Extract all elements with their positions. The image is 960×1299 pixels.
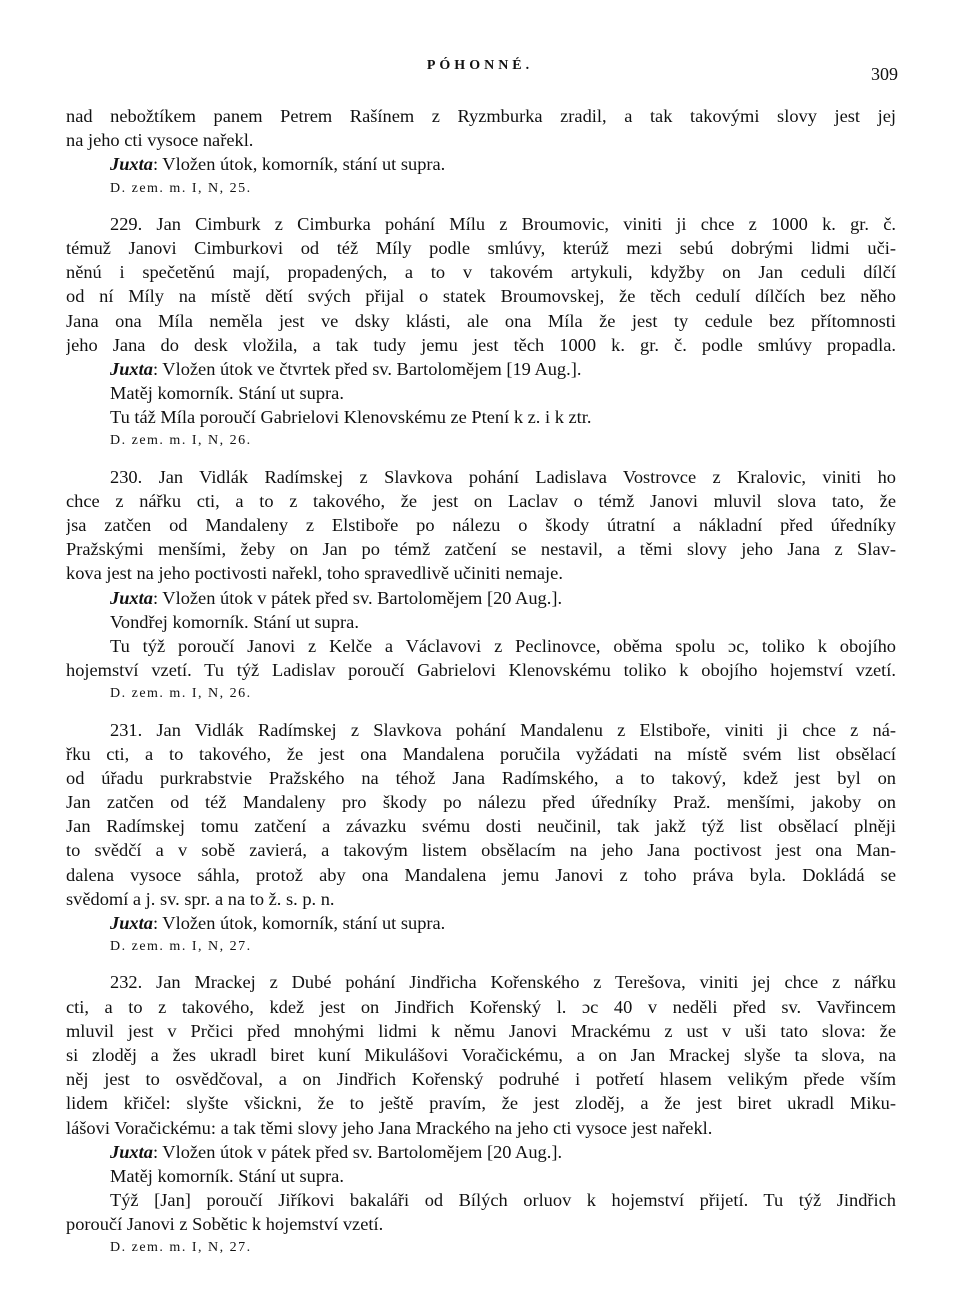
line-text: na jeho cti vysoce nařekl.	[66, 130, 254, 151]
line-text: Jana ona Míla neměla jest ve dsky klásti, ale ona Míla že jest ty cedule bez přítomnosti	[66, 310, 896, 331]
line-text: svědomí a j. sv. spr. a na to ž. s. p. n.	[66, 888, 335, 909]
line-text: jsa zatčen od Mandaleny z Elstiboře po nálezu o škody útratní a nákladní před úředníky	[66, 515, 896, 535]
line-text: něj jest to osvědčoval, a on Jindřich Kořenský podruhé i potřetí hlasem velikým přede vším	[66, 1069, 896, 1090]
juxta-line	[66, 152, 896, 176]
line-text: Vondřej komorník. Stání ut supra.	[110, 611, 359, 632]
text-line	[66, 465, 896, 489]
text-line	[66, 260, 896, 284]
juxta-line	[66, 911, 896, 935]
text-line	[66, 309, 896, 333]
source-reference: D. zem. m. I, N, 27.	[110, 1240, 252, 1256]
entry-gap	[66, 959, 896, 970]
text-line	[66, 1164, 896, 1188]
line-text: to svědčí a v sobě zavierá, a takovým listem obsělacím na jeho Jana poctivost jest ona Man-	[66, 840, 896, 861]
text-line	[66, 1091, 896, 1115]
text-line	[66, 838, 896, 862]
line-text: Tu týž poroučí Janovi z Kelče a Václavovi z Peclinovce, oběma spolu ɔc, toliko k obojího	[110, 635, 896, 656]
juxta-label: Juxta	[110, 913, 153, 933]
text-line	[66, 212, 896, 236]
text-line	[66, 634, 896, 658]
line-text: lášovi Voračickému: a tak těmi slovy jeho Jana Mrackého na jeho cti vysoce jest nařekl.	[66, 1117, 713, 1138]
text-line	[66, 104, 896, 128]
text-line	[66, 887, 896, 911]
entry-block	[66, 104, 896, 201]
line-text: 230. Jan Vidlák Radímskej z Slavkova pohání Ladislava Vostrovce z Kralovic, viniti ho	[110, 466, 896, 487]
text-line	[66, 790, 896, 814]
text-line	[66, 658, 896, 682]
line-text: cti, a to z takového, kdež jest on Jindřich Kořenský l. ɔc 40 v neděli před sv. Vavřincem	[66, 996, 896, 1017]
line-text: Matěj komorník. Stání ut supra.	[110, 383, 344, 404]
text-line	[66, 561, 896, 585]
juxta-line	[66, 357, 896, 381]
text-line	[66, 970, 896, 994]
line-text: 231. Jan Vidlák Radímskej z Slavkova pohání Mandalenu z Elstiboře, viniti ji chce z ná-	[110, 719, 896, 740]
line-text: chce z nářku cti, a to z takového, že jest on Laclav o témž Janovi mluvil slova tato, že	[66, 490, 896, 511]
juxta-line	[66, 1140, 896, 1164]
line-text: kova jest na jeho poctivosti nařekl, toho spravedlivě učiniti nemaje.	[66, 563, 563, 584]
entry-gap	[66, 201, 896, 212]
text-line	[66, 236, 896, 260]
line-text: hojemství vzetí. Tu týž Ladislav poroučí Gabrielovi Klenovskému toliko k obojího hojemství vzetí.	[66, 660, 896, 681]
line-text: : Vložen útok, komorník, stání ut supra.	[152, 154, 446, 175]
text-line	[66, 1019, 896, 1043]
line-text: Jan Radímskej tomu zatčení a závazku svému dosti neučinil, tak jakž týž list obsělací plněji	[66, 816, 896, 837]
line-text: Týž [Jan] poroučí Jiříkovi bakaláři od Bílých orluov k hojemství přijetí. Tu týž Jindřich	[110, 1190, 896, 1211]
text-line	[66, 1212, 896, 1236]
entry-block	[66, 465, 896, 707]
line-text: od ní Míly na místě dětí svých přijal o statek Broumovskej, že těch cedulí dílčích bez něho	[66, 286, 896, 307]
text-line	[66, 405, 896, 429]
text-line	[66, 284, 896, 308]
line-text: 232. Jan Mrackej z Dubé pohání Jindřicha Kořenského z Terešova, viniti jej chce z nářku	[110, 972, 896, 993]
line-text: poroučí Janovi z Sobětic k hojemství vzetí.	[66, 1214, 384, 1235]
text-line	[66, 1188, 896, 1212]
juxta-label: Juxta	[110, 587, 153, 608]
juxta-label: Juxta	[110, 1141, 153, 1162]
text-line	[66, 766, 896, 790]
source-reference: D. zem. m. I, N, 26.	[110, 433, 252, 449]
text-line	[66, 381, 896, 405]
text-line	[66, 513, 896, 537]
text-line	[66, 995, 896, 1019]
text-line	[66, 814, 896, 838]
source-reference: D. zem. m. I, N, 26.	[110, 686, 252, 702]
text-line	[66, 1043, 896, 1067]
line-text: Matěj komorník. Stání ut supra.	[110, 1165, 344, 1186]
page-number: 309	[871, 64, 898, 84]
line-text: : Vložen útok ve čtvrtek před sv. Bartolomějem [19 Aug.].	[152, 358, 582, 379]
line-text: něnú i spečetěnú mají, propadených, a to v takovém artykuli, kdyžby on Jan ceduli dílčí	[66, 262, 896, 283]
line-text: dalena vysoce sáhla, protož aby ona Mandalena jemu Janovi z toho práva byla. Dokládá se	[66, 864, 896, 885]
line-text: : Vložen útok v pátek před sv. Bartolomějem [20 Aug.].	[152, 587, 563, 608]
text-line	[66, 128, 896, 152]
text-line	[66, 489, 896, 513]
line-text: řku cti, a to takového, že jest ona Mandalena poručila vyžádati na místě svém list obsělací	[66, 743, 896, 764]
line-text: lidem křičel: slyšte všickni, že to ještě pravím, že jest zloděj, a že jest biret ukradl Miku-	[66, 1093, 896, 1114]
entry-block	[66, 718, 896, 960]
line-text: témuž Janovi Cimburkovi od též Míly podle smlúvy, kterúž mezi sebú dobrými lidmi uči-	[66, 237, 896, 258]
line-text: : Vložen útok, komorník, stání ut supra.	[152, 913, 446, 933]
juxta-label: Juxta	[110, 358, 153, 379]
juxta-label: Juxta	[110, 154, 153, 175]
text-line	[66, 742, 896, 766]
entry-block	[66, 212, 896, 454]
source-reference: D. zem. m. I, N, 25.	[110, 180, 252, 196]
document-body	[66, 104, 896, 1261]
line-text: si zloděj a žes ukradl biret kuní Mikulášovi Voračickému, a on Jan Mrackej slyše ta slova, na	[66, 1044, 896, 1065]
line-text: mluvil jest v Prčici před mnohými lidmi k němu Janovi Mrackému z ust v uši tato slova: že	[66, 1020, 896, 1041]
text-line	[66, 718, 896, 742]
running-head: PÓHONNÉ.	[426, 58, 534, 73]
line-text: 229. Jan Cimburk z Cimburka pohání Mílu z Broumovic, viniti ji chce z 1000 k. gr. č.	[110, 213, 896, 234]
text-line	[66, 610, 896, 634]
line-text: nad nebožtíkem panem Petrem Rašínem z Ryzmburka zradil, a tak takovými slovy jest jej	[66, 106, 896, 126]
text-line	[66, 1067, 896, 1091]
text-line	[66, 537, 896, 561]
entry-gap	[66, 707, 896, 718]
juxta-line	[66, 586, 896, 610]
line-text: Jan zatčen od též Mandaleny pro škody po nálezu před úředníky Praž. menšími, jakoby on	[66, 792, 896, 813]
entry-gap	[66, 454, 896, 465]
line-text: : Vložen útok v pátek před sv. Bartolomějem [20 Aug.].	[152, 1141, 563, 1162]
line-text: Tu táž Míla poroučí Gabrielovi Klenovskému ze Ptení k z. i k ztr.	[110, 407, 592, 428]
line-text: jeho Jana do desk vložila, a tak tudy jemu jest těch 1000 k. gr. č. podle smlúvy propadla.	[66, 334, 896, 355]
text-line	[66, 863, 896, 887]
entry-block	[66, 970, 896, 1260]
line-text: od úřadu purkrabstvie Pražského na téhož Jana Radímského, a to takový, kdež jest byl on	[66, 767, 896, 788]
line-text: Pražskými menšími, žeby on Jan po témž zatčení se nestavil, a těmi slovy jeho Jana z Slav-	[66, 539, 896, 560]
source-reference: D. zem. m. I, N, 27.	[110, 939, 252, 955]
text-line	[66, 333, 896, 357]
text-line	[66, 1116, 896, 1140]
